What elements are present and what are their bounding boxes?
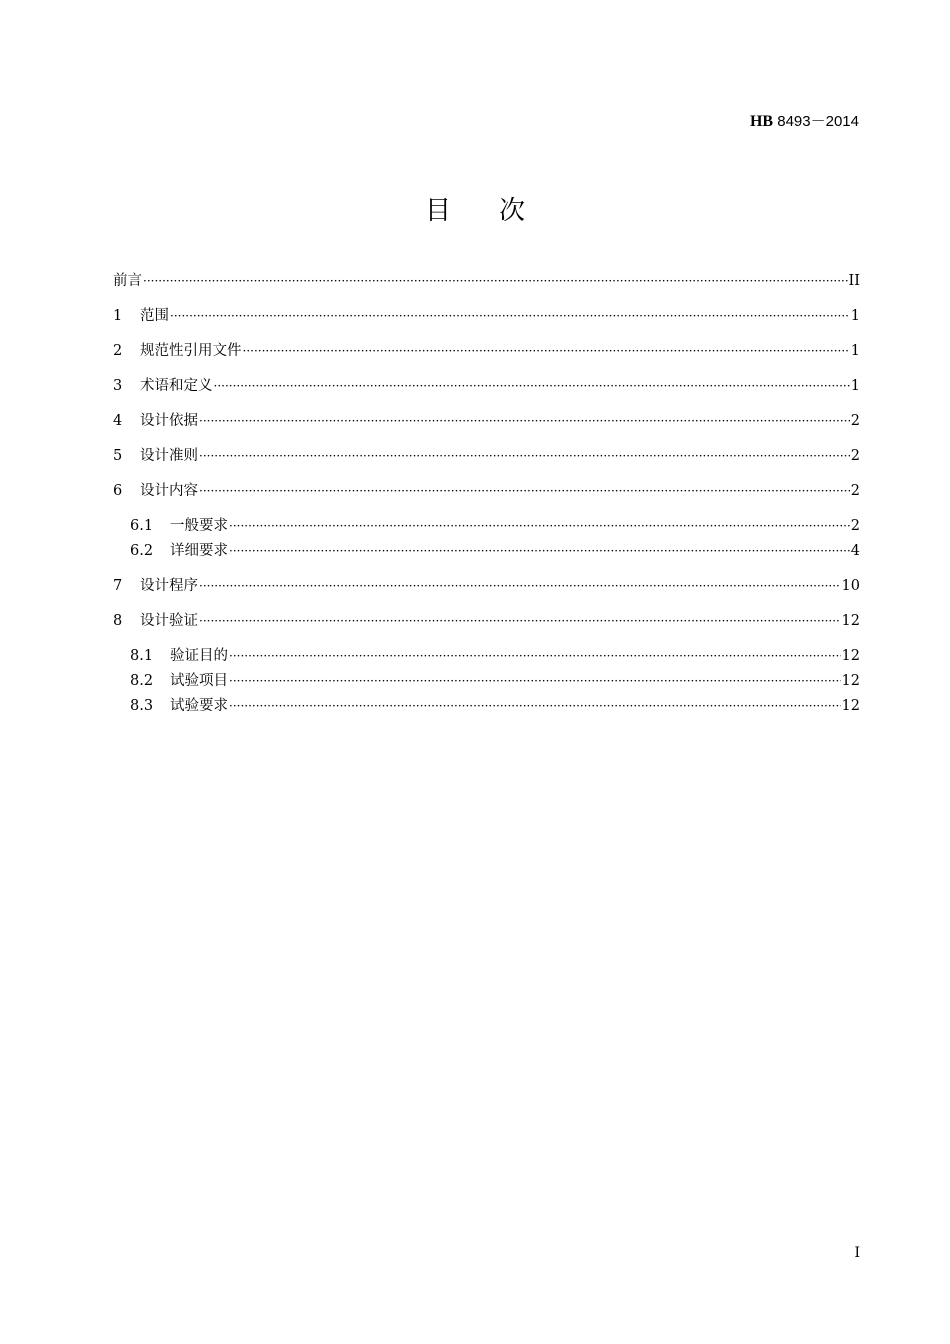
toc-leader-dots [199, 481, 850, 501]
toc-entry-number: 2 [113, 343, 123, 359]
toc-leader-dots [229, 671, 841, 691]
toc-entry-number: 8.1 [130, 648, 154, 664]
toc-entry-number: 6.1 [130, 518, 154, 534]
toc-entry[interactable] [113, 671, 860, 691]
footer-page-number: I [854, 1245, 860, 1261]
toc-entry-page: 12 [841, 698, 860, 714]
toc-entry[interactable] [113, 481, 860, 501]
toc-entry[interactable] [113, 516, 860, 536]
toc-entry-page: 1 [850, 378, 860, 394]
toc-entry-number: 6 [113, 483, 123, 499]
toc-entry-page: 12 [841, 613, 860, 629]
toc-entry[interactable] [113, 341, 860, 361]
toc-entry-number: 8.2 [130, 673, 154, 689]
toc-entry[interactable] [113, 271, 860, 291]
toc-entry[interactable] [113, 611, 860, 631]
toc-entry[interactable] [113, 696, 860, 716]
toc-entry-number: 3 [113, 378, 123, 394]
toc-entry-label: 术语和定义 [140, 378, 213, 394]
toc-leader-dots [199, 446, 850, 466]
standard-prefix: HB [749, 113, 774, 130]
toc-leader-dots [229, 696, 841, 716]
toc-entry-page: 12 [841, 673, 860, 689]
toc-entry-label: 设计准则 [140, 448, 198, 464]
toc-entry-label: 前言 [113, 273, 142, 289]
toc-entry-page: 2 [850, 413, 860, 429]
title-char-2: 次 [499, 196, 526, 226]
table-of-contents [113, 271, 860, 731]
toc-entry-label: 规范性引用文件 [140, 343, 242, 359]
toc-entry-page: 2 [850, 483, 860, 499]
toc-leader-dots [229, 541, 850, 561]
toc-entry-label: 试验要求 [170, 698, 228, 714]
toc-entry-number: 4 [113, 413, 123, 429]
toc-entry-page: II [848, 273, 860, 289]
toc-entry-page: 10 [841, 578, 860, 594]
toc-entry-label: 设计验证 [140, 613, 198, 629]
toc-entry-page: 1 [850, 308, 860, 324]
toc-entry[interactable] [113, 646, 860, 666]
toc-entry-number: 1 [113, 308, 123, 324]
toc-entry[interactable] [113, 446, 860, 466]
toc-entry-page: 2 [850, 518, 860, 534]
toc-leader-dots [199, 576, 841, 596]
standard-code: 8493－2014 [777, 113, 859, 130]
toc-leader-dots [229, 516, 850, 536]
toc-entry[interactable] [113, 411, 860, 431]
toc-entry-label: 详细要求 [170, 543, 228, 559]
page-title [0, 190, 950, 227]
toc-leader-dots [243, 341, 850, 361]
toc-entry-label: 设计依据 [140, 413, 198, 429]
toc-entry-number: 8.3 [130, 698, 154, 714]
toc-leader-dots [214, 376, 850, 396]
toc-entry[interactable] [113, 306, 860, 326]
toc-entry-number: 7 [113, 578, 123, 594]
toc-entry-page: 2 [850, 448, 860, 464]
toc-entry-label: 试验项目 [170, 673, 228, 689]
toc-entry-number: 8 [113, 613, 123, 629]
toc-leader-dots [199, 611, 841, 631]
toc-entry-label: 设计程序 [140, 578, 198, 594]
toc-leader-dots [199, 411, 850, 431]
toc-entry-label: 范围 [140, 308, 169, 324]
toc-entry-page: 4 [850, 543, 860, 559]
toc-entry-page: 12 [841, 648, 860, 664]
toc-entry[interactable] [113, 576, 860, 596]
toc-entry[interactable] [113, 541, 860, 561]
standard-number [750, 110, 859, 131]
toc-leader-dots [170, 306, 850, 326]
toc-entry-label: 一般要求 [170, 518, 228, 534]
toc-leader-dots [143, 271, 848, 291]
title-char-1: 目 [424, 196, 451, 226]
toc-entry-label: 验证目的 [170, 648, 228, 664]
toc-entry-number: 6.2 [130, 543, 154, 559]
toc-entry[interactable] [113, 376, 860, 396]
toc-leader-dots [229, 646, 841, 666]
toc-entry-page: 1 [850, 343, 860, 359]
toc-entry-label: 设计内容 [140, 483, 198, 499]
toc-entry-number: 5 [113, 448, 123, 464]
